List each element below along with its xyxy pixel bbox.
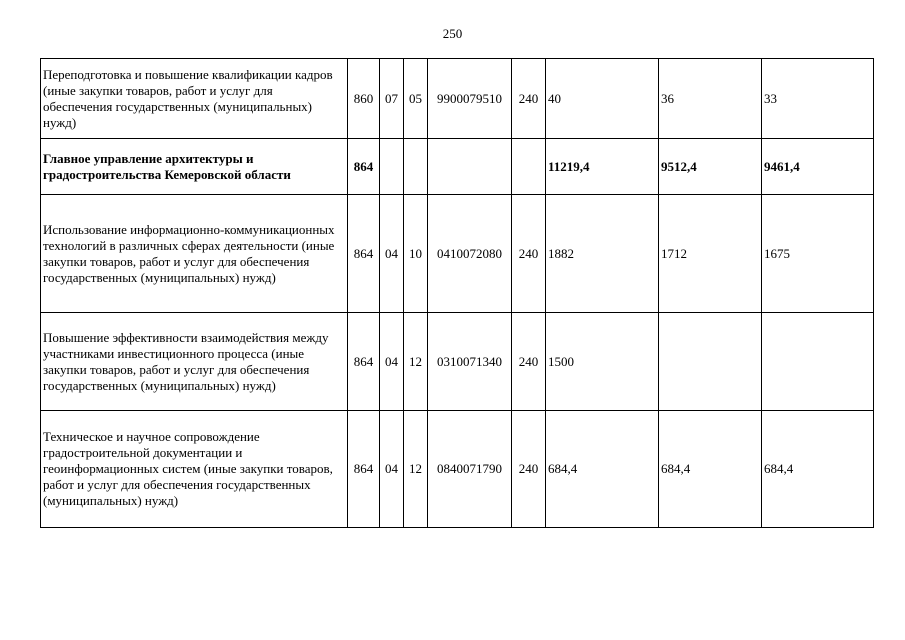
ministry-code-cell: 864: [348, 313, 380, 411]
subsection-code-cell: 05: [404, 59, 428, 139]
amount-year1-cell: 1882: [546, 195, 659, 313]
expense-name-cell: Использование информационно-коммуникационных технологий в различных сферах деятельности (иные закупки товаров, работ и услуг для обеспечения государственных (муниципальных) нужд): [41, 195, 348, 313]
page-number: 250: [442, 26, 463, 41]
ministry-code-cell: 864: [348, 139, 380, 195]
ministry-code-cell: 864: [348, 411, 380, 528]
table-row: [41, 313, 874, 411]
target-article-cell: 9900079510: [428, 59, 512, 139]
section-code-cell: [380, 139, 404, 195]
amount-year1-cell: 11219,4: [546, 139, 659, 195]
amount-year3-cell: 1675: [762, 195, 874, 313]
section-code-cell: 04: [380, 195, 404, 313]
amount-year2-cell: 9512,4: [659, 139, 762, 195]
budget-table: [40, 58, 874, 528]
section-code-cell: 07: [380, 59, 404, 139]
amount-year3-cell: [762, 313, 874, 411]
section-code-cell: 04: [380, 313, 404, 411]
expense-type-cell: 240: [512, 59, 546, 139]
expense-name-cell: Повышение эффективности взаимодействия между участниками инвестиционного процесса (иные закупки товаров, работ и услуг для обеспечения государственных (муниципальных) нужд): [41, 313, 348, 411]
amount-year1-cell: 40: [546, 59, 659, 139]
expense-name-cell: Главное управление архитектуры и градостроительства Кемеровской области: [41, 139, 348, 195]
subsection-code-cell: [404, 139, 428, 195]
amount-year2-cell: [659, 313, 762, 411]
section-code-cell: 04: [380, 411, 404, 528]
table-row: [41, 139, 874, 195]
amount-year2-cell: 1712: [659, 195, 762, 313]
table-row: [41, 59, 874, 139]
expense-type-cell: 240: [512, 195, 546, 313]
table-row: [41, 411, 874, 528]
target-article-cell: [428, 139, 512, 195]
amount-year3-cell: 9461,4: [762, 139, 874, 195]
target-article-cell: 0410072080: [428, 195, 512, 313]
target-article-cell: 0310071340: [428, 313, 512, 411]
ministry-code-cell: 864: [348, 195, 380, 313]
table-row: [41, 195, 874, 313]
amount-year3-cell: 684,4: [762, 411, 874, 528]
expense-type-cell: 240: [512, 313, 546, 411]
subsection-code-cell: 10: [404, 195, 428, 313]
ministry-code-cell: 860: [348, 59, 380, 139]
expense-name-cell: Переподготовка и повышение квалификации кадров (иные закупки товаров, работ и услуг для обеспечения государственных (муниципальных) нужд): [41, 59, 348, 139]
expense-type-cell: [512, 139, 546, 195]
amount-year2-cell: 684,4: [659, 411, 762, 528]
amount-year3-cell: 33: [762, 59, 874, 139]
subsection-code-cell: 12: [404, 411, 428, 528]
expense-name-cell: Техническое и научное сопровождение градостроительной документации и геоинформационных систем (иные закупки товаров, работ и услуг для обеспечения государственных (муниципальных) нужд): [41, 411, 348, 528]
target-article-cell: 0840071790: [428, 411, 512, 528]
amount-year2-cell: 36: [659, 59, 762, 139]
amount-year1-cell: 1500: [546, 313, 659, 411]
subsection-code-cell: 12: [404, 313, 428, 411]
amount-year1-cell: 684,4: [546, 411, 659, 528]
expense-type-cell: 240: [512, 411, 546, 528]
